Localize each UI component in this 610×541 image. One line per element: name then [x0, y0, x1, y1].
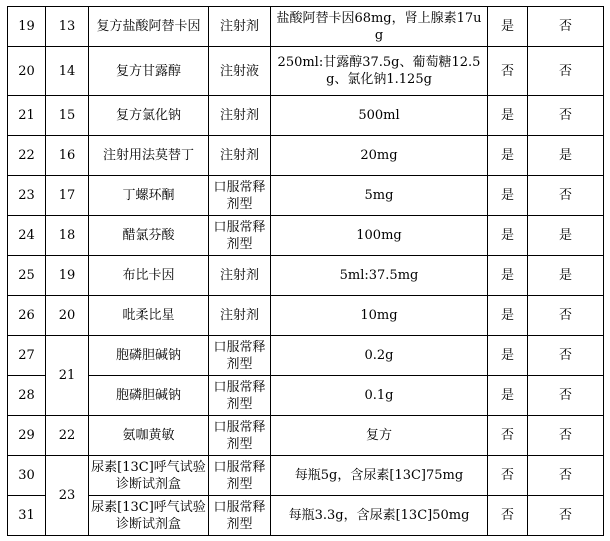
drug-name-cell: 氨咖黄敏: [89, 416, 209, 456]
dosage-form-cell: 口服常释剂型: [209, 336, 271, 376]
flag-cell-a: 是: [488, 136, 528, 176]
drug-name-cell: 尿素[13C]呼气试验诊断试剂盒: [89, 496, 209, 536]
dosage-form-cell: 口服常释剂型: [209, 496, 271, 536]
flag-cell-b: 是: [528, 136, 604, 176]
flag-cell-b: 否: [528, 296, 604, 336]
drug-name-cell: 复方盐酸阿替卡因: [89, 7, 209, 47]
row-seq-cell: 26: [8, 296, 46, 336]
dosage-form-cell: 注射液: [209, 47, 271, 96]
flag-cell-a: 是: [488, 176, 528, 216]
table-row: [8, 216, 604, 256]
drug-number-cell: 19: [46, 256, 89, 296]
dosage-form-cell: 注射剂: [209, 136, 271, 176]
specification-cell: 20mg: [271, 136, 488, 176]
row-seq-cell: 19: [8, 7, 46, 47]
specification-cell: 5ml:37.5mg: [271, 256, 488, 296]
dosage-form-cell: 口服常释剂型: [209, 376, 271, 416]
row-seq-cell: 22: [8, 136, 46, 176]
flag-cell-a: 是: [488, 376, 528, 416]
dosage-form-cell: 口服常释剂型: [209, 216, 271, 256]
drug-catalog-table: [7, 6, 604, 536]
flag-cell-b: 否: [528, 96, 604, 136]
drug-name-cell: 醋氯芬酸: [89, 216, 209, 256]
flag-cell-b: 否: [528, 456, 604, 496]
specification-cell: 每瓶3.3g，含尿素[13C]50mg: [271, 496, 488, 536]
row-seq-cell: 28: [8, 376, 46, 416]
flag-cell-b: 是: [528, 256, 604, 296]
table-row: [8, 256, 604, 296]
row-seq-cell: 23: [8, 176, 46, 216]
drug-number-cell: 15: [46, 96, 89, 136]
flag-cell-a: 是: [488, 7, 528, 47]
table-row: [8, 176, 604, 216]
drug-name-cell: 复方甘露醇: [89, 47, 209, 96]
flag-cell-a: 是: [488, 96, 528, 136]
drug-name-cell: 布比卡因: [89, 256, 209, 296]
table-row: [8, 496, 604, 536]
drug-number-cell: 13: [46, 7, 89, 47]
drug-name-cell: 丁螺环酮: [89, 176, 209, 216]
dosage-form-cell: 注射剂: [209, 296, 271, 336]
flag-cell-b: 否: [528, 496, 604, 536]
flag-cell-a: 是: [488, 256, 528, 296]
dosage-form-cell: 注射剂: [209, 256, 271, 296]
row-seq-cell: 29: [8, 416, 46, 456]
table-row: [8, 296, 604, 336]
flag-cell-b: 否: [528, 376, 604, 416]
dosage-form-cell: 注射剂: [209, 7, 271, 47]
drug-name-cell: 吡柔比星: [89, 296, 209, 336]
drug-number-cell: 16: [46, 136, 89, 176]
flag-cell-a: 否: [488, 47, 528, 96]
drug-name-cell: 尿素[13C]呼气试验诊断试剂盒: [89, 456, 209, 496]
row-seq-cell: 30: [8, 456, 46, 496]
row-seq-cell: 25: [8, 256, 46, 296]
flag-cell-a: 是: [488, 296, 528, 336]
drug-number-cell: 14: [46, 47, 89, 96]
row-seq-cell: 31: [8, 496, 46, 536]
drug-number-cell: 18: [46, 216, 89, 256]
table-row: [8, 456, 604, 496]
drug-number-cell: 23: [46, 456, 89, 536]
specification-cell: 100mg: [271, 216, 488, 256]
drug-number-cell: 22: [46, 416, 89, 456]
dosage-form-cell: 口服常释剂型: [209, 416, 271, 456]
table-row: [8, 376, 604, 416]
flag-cell-b: 否: [528, 7, 604, 47]
table-row: [8, 136, 604, 176]
flag-cell-a: 否: [488, 456, 528, 496]
specification-cell: 5mg: [271, 176, 488, 216]
flag-cell-b: 否: [528, 336, 604, 376]
table-row: [8, 336, 604, 376]
specification-cell: 盐酸阿替卡因68mg，肾上腺素17ug: [271, 7, 488, 47]
dosage-form-cell: 注射剂: [209, 96, 271, 136]
specification-cell: 250ml:甘露醇37.5g、葡萄糖12.5g、氯化钠1.125g: [271, 47, 488, 96]
specification-cell: 复方: [271, 416, 488, 456]
flag-cell-b: 否: [528, 47, 604, 96]
table-row: [8, 416, 604, 456]
specification-cell: 每瓶5g，含尿素[13C]75mg: [271, 456, 488, 496]
specification-cell: 0.1g: [271, 376, 488, 416]
drug-name-cell: 胞磷胆碱钠: [89, 376, 209, 416]
drug-name-cell: 胞磷胆碱钠: [89, 336, 209, 376]
specification-cell: 500ml: [271, 96, 488, 136]
drug-name-cell: 复方氯化钠: [89, 96, 209, 136]
dosage-form-cell: 口服常释剂型: [209, 176, 271, 216]
flag-cell-b: 是: [528, 216, 604, 256]
row-seq-cell: 24: [8, 216, 46, 256]
drug-number-cell: 17: [46, 176, 89, 216]
dosage-form-cell: 口服常释剂型: [209, 456, 271, 496]
table-row: [8, 96, 604, 136]
drug-number-cell: 20: [46, 296, 89, 336]
flag-cell-a: 是: [488, 336, 528, 376]
specification-cell: 10mg: [271, 296, 488, 336]
flag-cell-a: 是: [488, 216, 528, 256]
drug-number-cell: 21: [46, 336, 89, 416]
flag-cell-b: 否: [528, 176, 604, 216]
drug-name-cell: 注射用法莫替丁: [89, 136, 209, 176]
specification-cell: 0.2g: [271, 336, 488, 376]
table-row: [8, 7, 604, 47]
flag-cell-a: 否: [488, 416, 528, 456]
row-seq-cell: 27: [8, 336, 46, 376]
table-row: [8, 47, 604, 96]
flag-cell-a: 否: [488, 496, 528, 536]
row-seq-cell: 20: [8, 47, 46, 96]
row-seq-cell: 21: [8, 96, 46, 136]
flag-cell-b: 否: [528, 416, 604, 456]
